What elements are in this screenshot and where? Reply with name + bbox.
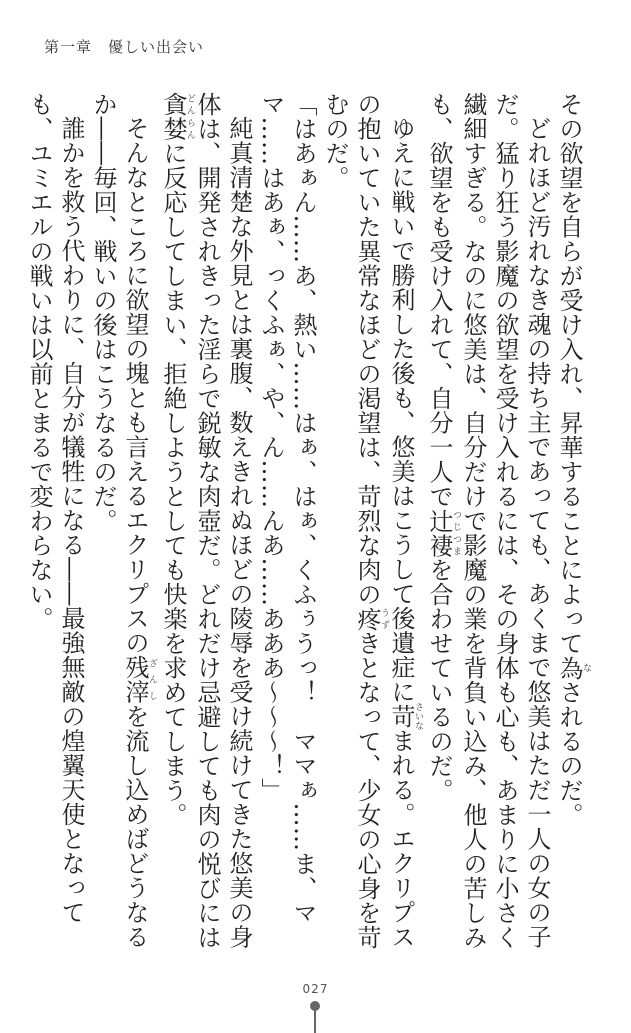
paragraph: 誰かを救う代わりに、自分が犠牲になる――最強無敵の煌翼天使となっても、ユミエルの戦いは以前とまるで変わらない。 [25, 92, 85, 925]
folio-line [314, 1010, 316, 1033]
page-number: 027 [302, 982, 329, 996]
chapter-number: 第一章 [44, 38, 93, 56]
paragraph: どれほど汚れなき魂の持ち主であっても、あくまで悠美はただ一人の女の子だ。猛り狂う影魔の欲望を受け入れるには、その身体も心も、あまりに小さく繊細すぎる。なのに悠美は、自分だけで影魔の業を背負い込み、他人の苦しみも、欲望をも受け入れて、自分一人で辻褄つじつまを合わせているのだ。 [425, 92, 551, 950]
paragraph: その欲望を自らが受け入れ、昇華することによって為なされるのだ。 [555, 92, 591, 827]
chapter-header [44, 36, 204, 57]
paragraph: そんなところに欲望の塊とも言えるエクリプスの残滓ざんしを流し込めばどうなるか――毎回、戦いの後はこうなるのだ。 [89, 92, 157, 949]
paragraph: ゆえに戦いで勝利した後も、悠美はこうして後遺症に苛さいなまれる。エクリプスの抱いていた異常なほどの渇望は、苛烈な肉の疼うずきとなって、少女の心身を苛むのだ。 [321, 92, 423, 950]
chapter-title: 優しい出会い [108, 38, 205, 56]
body-text [25, 92, 591, 952]
paragraph: 純真清楚な外見とは裏腹、数えきれぬほどの陵辱を受け続けてきた悠美の身体は、開発されきった淫らで鋭敏な肉壺だ。どれだけ忌避しても肉の悦びには貪婪どんらんに反応してしまい、拒絶しようとしても快楽を求めてしまう。 [159, 92, 253, 950]
dialogue-paragraph: 「はあぁん……あ、熱い……はぁ、はぁ、くふぅうっ！ ママぁ……ま、ママ……はあぁ、っくふぁ、や、ん……んあ……あああ〜〜〜！」 [257, 92, 317, 925]
